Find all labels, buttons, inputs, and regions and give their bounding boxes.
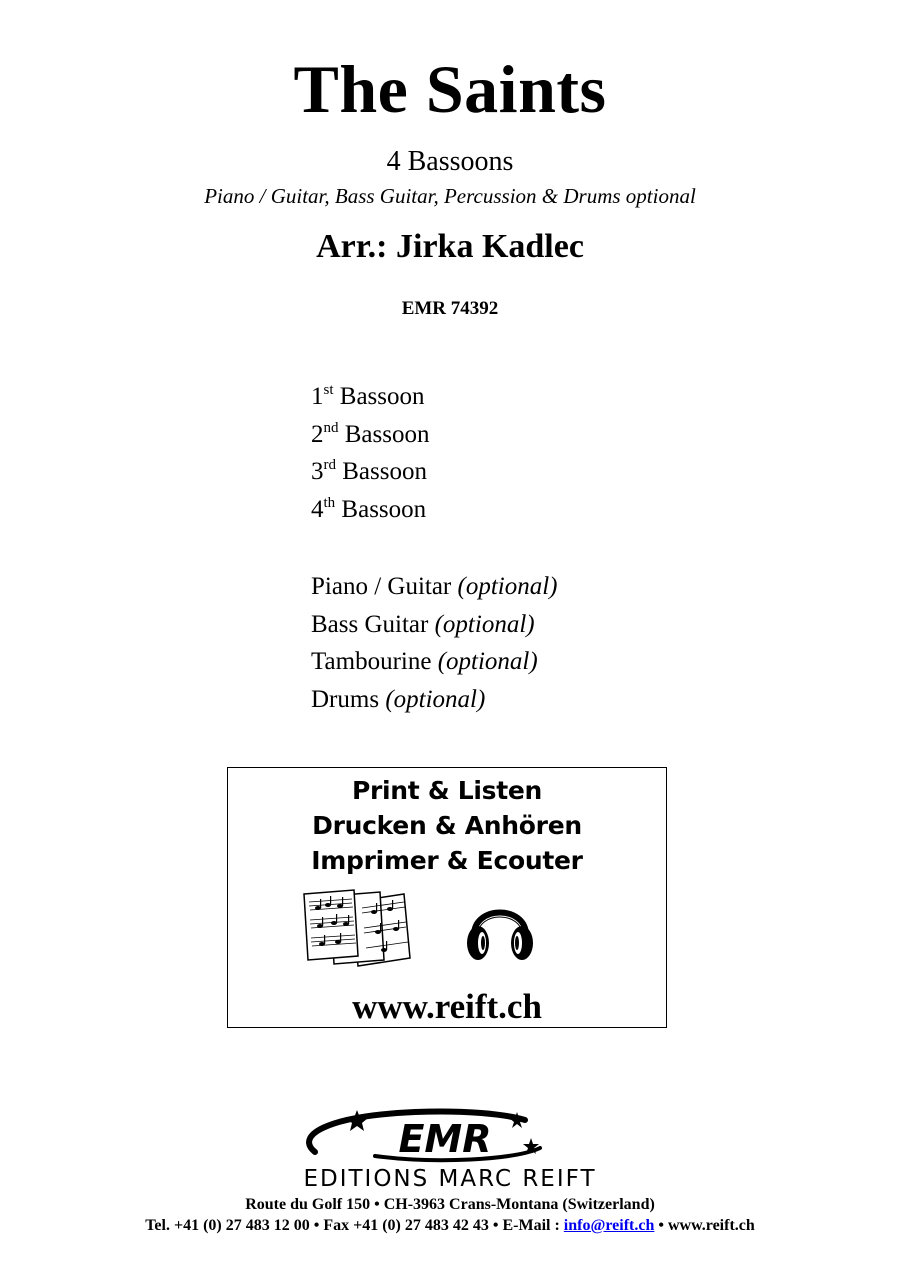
title: The Saints xyxy=(293,51,607,127)
part-item xyxy=(311,416,429,454)
part-number: 2 xyxy=(311,420,324,448)
optional-part-item xyxy=(311,681,558,719)
part-ordinal: nd xyxy=(323,419,339,436)
part-name: Bassoon xyxy=(333,383,425,410)
optional-part-item xyxy=(311,568,558,606)
optional-part-name: Bass Guitar xyxy=(311,610,435,638)
promo-line-english: Print & Listen xyxy=(351,776,543,805)
part-item xyxy=(311,491,429,529)
promo-line-french: Imprimer & Ecouter xyxy=(311,846,583,875)
optional-part-item xyxy=(311,643,558,681)
part-name: Bassoon xyxy=(336,458,427,486)
catalog-number: EMR 74392 xyxy=(401,298,499,319)
part-item xyxy=(311,453,429,491)
contact-phone-fax: Tel. +41 (0) 27 483 12 00 • Fax +41 (0) 27 483 42 43 • E-Mail : xyxy=(145,1217,564,1234)
optional-parts-list xyxy=(311,568,558,719)
subtitle: 4 Bassoons xyxy=(386,146,514,177)
contact-website: • www.reift.ch xyxy=(654,1217,755,1234)
optional-part-name: Tambourine xyxy=(311,648,438,676)
optional-part-item xyxy=(311,606,558,644)
part-ordinal: th xyxy=(323,495,336,512)
optional-note: (optional) xyxy=(437,648,538,676)
optional-part-name: Drums xyxy=(311,686,386,714)
promo-line-german: Drucken & Anhören xyxy=(312,811,582,840)
part-ordinal: st xyxy=(323,382,334,398)
part-number: 1 xyxy=(311,383,324,410)
parts-list xyxy=(311,378,429,529)
optional-note: (optional) xyxy=(385,686,486,714)
part-item xyxy=(311,378,429,416)
optional-part-name: Piano / Guitar xyxy=(311,573,458,600)
part-name: Bassoon xyxy=(338,420,430,448)
part-number: 3 xyxy=(311,458,324,486)
publisher-name: EDITIONS MARC REIFT xyxy=(303,1166,597,1192)
publisher-address: Route du Golf 150 • CH-3963 Crans-Montana (Switzerland) xyxy=(245,1196,655,1213)
optional-note: (optional) xyxy=(457,573,558,600)
part-name: Bassoon xyxy=(335,496,427,524)
part-ordinal: rd xyxy=(323,457,336,474)
sheet-music-icon xyxy=(300,888,412,972)
optional-note: (optional) xyxy=(434,610,535,638)
headphones-icon xyxy=(464,891,536,967)
email-link[interactable]: info@reift.ch xyxy=(563,1217,655,1234)
promo-url: www.reift.ch xyxy=(352,987,542,1026)
contact-line xyxy=(0,1217,900,1235)
arranger: Arr.: Jirka Kadlec xyxy=(316,228,584,265)
print-listen-box xyxy=(227,767,667,1028)
emr-logo xyxy=(255,1108,645,1168)
part-number: 4 xyxy=(311,496,324,524)
optional-instruments-line: Piano / Guitar, Bass Guitar, Percussion & Drums optional xyxy=(204,184,696,208)
svg-text:EMR: EMR xyxy=(398,1117,492,1161)
